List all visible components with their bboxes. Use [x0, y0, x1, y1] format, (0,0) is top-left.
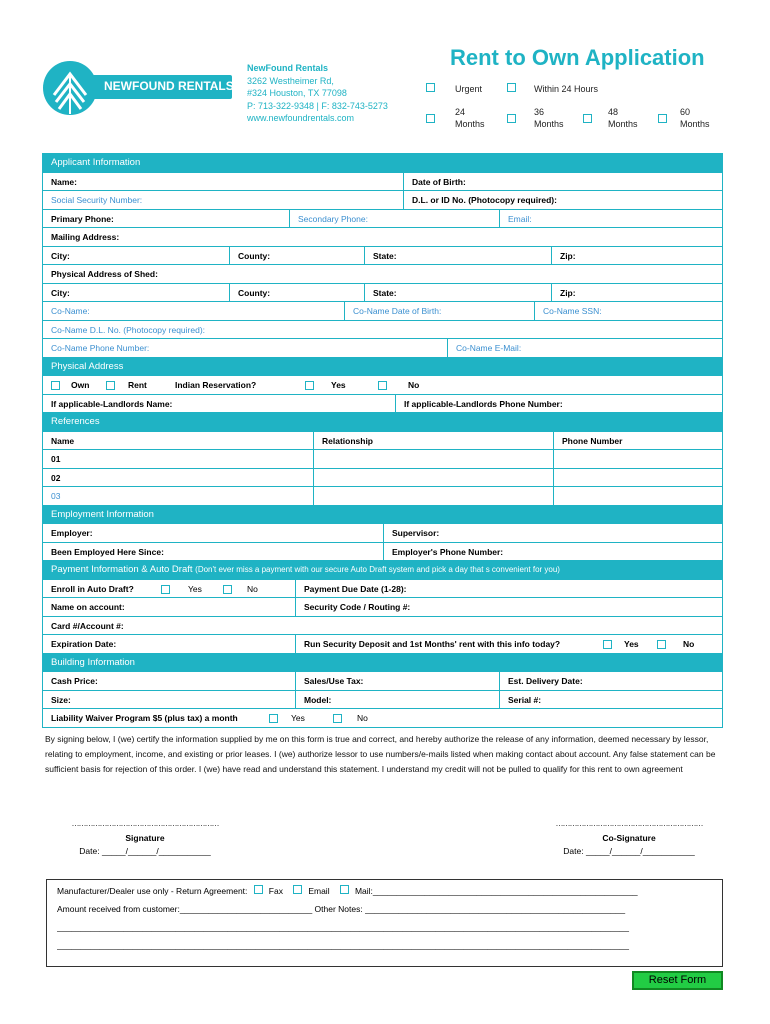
coname-dl-row: [43, 321, 722, 340]
signature-date[interactable]: Date: _____/______/___________: [79, 846, 211, 856]
notes-line-2[interactable]: _________________________________________________________________________________________________________________________: [57, 940, 630, 950]
account-row: [43, 598, 722, 617]
company-phone: P: 713-322-9348 | F: 832-743-5273: [247, 100, 388, 111]
coname-row: [43, 302, 722, 321]
waiver-yes-checkbox[interactable]: [269, 714, 278, 723]
mailing-row: [43, 228, 722, 247]
mailing-zip-field[interactable]: Zip:: [551, 247, 722, 265]
cosignature-date[interactable]: Date: _____/______/___________: [563, 846, 695, 856]
company-logo: [42, 60, 237, 120]
waiver-row: [43, 709, 722, 728]
urgent-label: Urgent: [455, 84, 483, 94]
ref-1-phone[interactable]: [553, 450, 722, 468]
ref-3-relationship[interactable]: [313, 487, 553, 505]
card-row: [43, 617, 722, 636]
ref-2-relationship[interactable]: [313, 469, 553, 487]
fax-label: Fax: [268, 886, 283, 896]
physical-address-header: Physical Address: [43, 358, 722, 377]
secondary-phone-field[interactable]: Secondary Phone:: [289, 210, 499, 228]
return-agreement-line: [57, 885, 638, 896]
within-24-hours-checkbox[interactable]: [507, 83, 516, 92]
company-website: www.newfoundrentals.com: [247, 113, 355, 123]
cosignature-line[interactable]: ………………………………………………………: [555, 819, 703, 828]
notes-line-1[interactable]: _________________________________________________________________________________________________________________________: [57, 922, 630, 932]
urgent-checkbox[interactable]: [426, 83, 435, 92]
payment-header-text: Payment Information & Auto Draft (Don't ever miss a payment with our secure Auto Draft system and pick a day that s convenient for you): [51, 564, 560, 575]
payment-due-date-field[interactable]: Payment Due Date (1-28):: [295, 580, 722, 598]
term-24-label: 24 Months: [455, 107, 485, 129]
building-header: Building Information: [43, 654, 722, 673]
indian-no-label: No: [408, 380, 420, 390]
auto-draft-row: [43, 580, 722, 599]
indian-yes-label: Yes: [331, 380, 346, 390]
employed-since-field[interactable]: Been Employed Here Since:: [51, 546, 164, 557]
cash-price-field[interactable]: Cash Price:: [51, 676, 98, 686]
waiver-yes-label: Yes: [291, 713, 305, 723]
dl-field[interactable]: D.L. or ID No. (Photocopy required):: [403, 191, 722, 209]
ref-2-phone[interactable]: [553, 469, 722, 487]
ref-phone-header: Phone Number: [553, 432, 722, 450]
term-60-checkbox[interactable]: [658, 114, 667, 123]
signature-label: Signature: [125, 833, 165, 843]
employment-header: Employment Information: [43, 506, 722, 525]
term-24-checkbox[interactable]: [426, 114, 435, 123]
coname-dob-field[interactable]: Co-Name Date of Birth:: [344, 302, 534, 320]
coname-field[interactable]: Co-Name:: [51, 306, 90, 316]
serial-field[interactable]: Serial #:: [499, 691, 722, 709]
sales-tax-field[interactable]: Sales/Use Tax:: [295, 672, 499, 690]
dealer-use-box: [46, 879, 723, 967]
mail-field[interactable]: Mail:________________________________________________________: [354, 886, 638, 896]
expiration-row: [43, 635, 722, 654]
auto-draft-label: Enroll in Auto Draft?: [51, 583, 134, 594]
waiver-label: Liability Waiver Program $5 (plus tax) a month: [51, 713, 238, 723]
security-code-field[interactable]: Security Code / Routing #:: [295, 598, 722, 616]
within-24-hours-label: Within 24 Hours: [534, 84, 599, 94]
fax-checkbox[interactable]: [254, 885, 263, 894]
ref-3-name[interactable]: 03: [51, 491, 61, 501]
mailing-state-field[interactable]: State:: [364, 247, 551, 265]
cosignature-block: [544, 819, 714, 856]
landlord-row: [43, 395, 722, 414]
term-60-label: 60 Months: [680, 107, 710, 129]
return-agreement-label: Manufacturer/Dealer use only - Return Agreement:: [57, 886, 248, 896]
email-checkbox[interactable]: [293, 885, 302, 894]
coname-phone-field[interactable]: Co-Name Phone Number:: [51, 343, 150, 353]
reference-row: [43, 487, 722, 506]
own-label: Own: [71, 380, 90, 390]
physical-city-field[interactable]: City:: [51, 287, 70, 298]
payment-header: [43, 561, 722, 580]
company-address-2: #324 Houston, TX 77098: [247, 88, 347, 98]
run-deposit-yes-label: Yes: [624, 639, 639, 649]
ownership-row: [43, 376, 722, 395]
ref-1-name[interactable]: 01: [51, 454, 61, 464]
supervisor-field[interactable]: Supervisor:: [383, 524, 722, 542]
landlord-name-field[interactable]: If applicable-Landlords Name:: [51, 398, 173, 409]
indian-reservation-label: Indian Reservation?: [175, 380, 257, 390]
mailing-address-field[interactable]: Mailing Address:: [51, 232, 120, 242]
auto-draft-no-label: No: [247, 583, 258, 594]
mailing-city-row: [43, 247, 722, 266]
company-address-1: 3262 Westheimer Rd,: [247, 75, 334, 86]
employer-phone-field[interactable]: Employer's Phone Number:: [383, 543, 722, 561]
logo-text: NEWFOUND RENTALS: [104, 79, 234, 93]
indian-no-checkbox[interactable]: [378, 381, 387, 390]
company-info: [247, 62, 388, 125]
page-title: Rent to Own Application: [450, 45, 705, 70]
term-36-label: 36 Months: [534, 107, 564, 129]
mailing-county-field[interactable]: County:: [229, 247, 364, 265]
ref-1-relationship[interactable]: [313, 450, 553, 468]
reference-row: [43, 450, 722, 469]
mail-checkbox[interactable]: [340, 885, 349, 894]
run-deposit-label: Run Security Deposit and 1st Months' rent with this info today?: [295, 635, 595, 653]
applicant-section-header: Applicant Information: [43, 154, 722, 173]
name-row: [43, 173, 722, 192]
coname-dl-field[interactable]: Co-Name D.L. No. (Photocopy required):: [51, 324, 206, 335]
auto-draft-yes-checkbox[interactable]: [161, 585, 170, 594]
coname-contact-row: [43, 339, 722, 358]
reset-form-button[interactable]: Reset Form: [632, 971, 723, 990]
mailing-city-field[interactable]: City:: [51, 250, 70, 261]
dob-field[interactable]: Date of Birth:: [403, 173, 722, 191]
ref-name-header: Name: [51, 435, 75, 446]
application-form: [42, 153, 723, 728]
physical-state-field[interactable]: State:: [364, 284, 551, 302]
term-48-checkbox[interactable]: [583, 114, 592, 123]
expiration-date-field[interactable]: Expiration Date:: [51, 639, 117, 649]
physical-county-field[interactable]: County:: [229, 284, 364, 302]
cosignature-label: Co-Signature: [602, 833, 656, 843]
references-column-headers: [43, 432, 722, 451]
rent-label: Rent: [128, 380, 147, 390]
employment-since-row: [43, 543, 722, 562]
ssn-row: [43, 191, 722, 210]
ref-3-phone[interactable]: [553, 487, 722, 505]
coname-ssn-field[interactable]: Co-Name SSN:: [534, 302, 722, 320]
waiver-no-label: No: [357, 713, 368, 723]
auto-draft-yes-label: Yes: [188, 583, 202, 594]
delivery-date-field[interactable]: Est. Delivery Date:: [499, 672, 722, 690]
name-on-account-field[interactable]: Name on account:: [51, 602, 125, 612]
signature-block: [60, 819, 230, 856]
phone-row: [43, 210, 722, 229]
own-checkbox[interactable]: [51, 381, 60, 390]
name-field[interactable]: Name:: [51, 176, 77, 187]
primary-phone-field[interactable]: Primary Phone:: [51, 213, 114, 224]
references-header: References: [43, 413, 722, 432]
employer-row: [43, 524, 722, 543]
size-field[interactable]: Size:: [51, 694, 71, 705]
employer-field[interactable]: Employer:: [51, 528, 93, 538]
term-48-label: 48 Months: [608, 107, 638, 129]
signature-line[interactable]: ………………………………………………………: [71, 819, 219, 828]
email-label: Email: [308, 886, 330, 896]
company-name: NewFound Rentals: [247, 63, 329, 73]
price-row: [43, 672, 722, 691]
landlord-phone-field[interactable]: If applicable-Landlords Phone Number:: [395, 395, 722, 413]
auto-draft-no-checkbox[interactable]: [223, 585, 232, 594]
ssn-field[interactable]: Social Security Number:: [51, 195, 143, 205]
certification-text: By signing below, I (we) certify the information supplied by me on this form is true and correct, and hereby authorize the release of any information, deemed necessary by lessor, relating to employment, income, and existing or prior leases. I (we) authorize lessor to use numbers/e-mails listed when making contact about account. Any false statement can be sufficient basis for rejection of this order. I (we) have read and understand this statement. I understand my credit will not be pulled to qualify for this rent to own agreement: [45, 734, 716, 774]
card-number-field[interactable]: Card #/Account #:: [51, 620, 124, 631]
physical-city-row: [43, 284, 722, 303]
amount-received-field[interactable]: Amount received from customer:____________________________ Other Notes: _______________________________________________________: [57, 904, 626, 914]
run-deposit-no-label: No: [683, 639, 695, 649]
email-field[interactable]: Email:: [499, 210, 722, 228]
ref-relationship-header: Relationship: [313, 432, 553, 450]
rent-checkbox[interactable]: [106, 381, 115, 390]
run-deposit-no-checkbox[interactable]: [657, 640, 666, 649]
indian-yes-checkbox[interactable]: [305, 381, 314, 390]
reference-row: [43, 469, 722, 488]
physical-shed-address-field[interactable]: Physical Address of Shed:: [51, 269, 158, 279]
ref-2-name[interactable]: 02: [51, 472, 61, 483]
physical-row: [43, 265, 722, 284]
coname-email-field[interactable]: Co-Name E-Mail:: [447, 339, 722, 357]
term-36-checkbox[interactable]: [507, 114, 516, 123]
waiver-no-checkbox[interactable]: [333, 714, 342, 723]
model-field[interactable]: Model:: [295, 691, 499, 709]
size-row: [43, 691, 722, 710]
run-deposit-yes-checkbox[interactable]: [603, 640, 612, 649]
physical-zip-field[interactable]: Zip:: [551, 284, 722, 302]
